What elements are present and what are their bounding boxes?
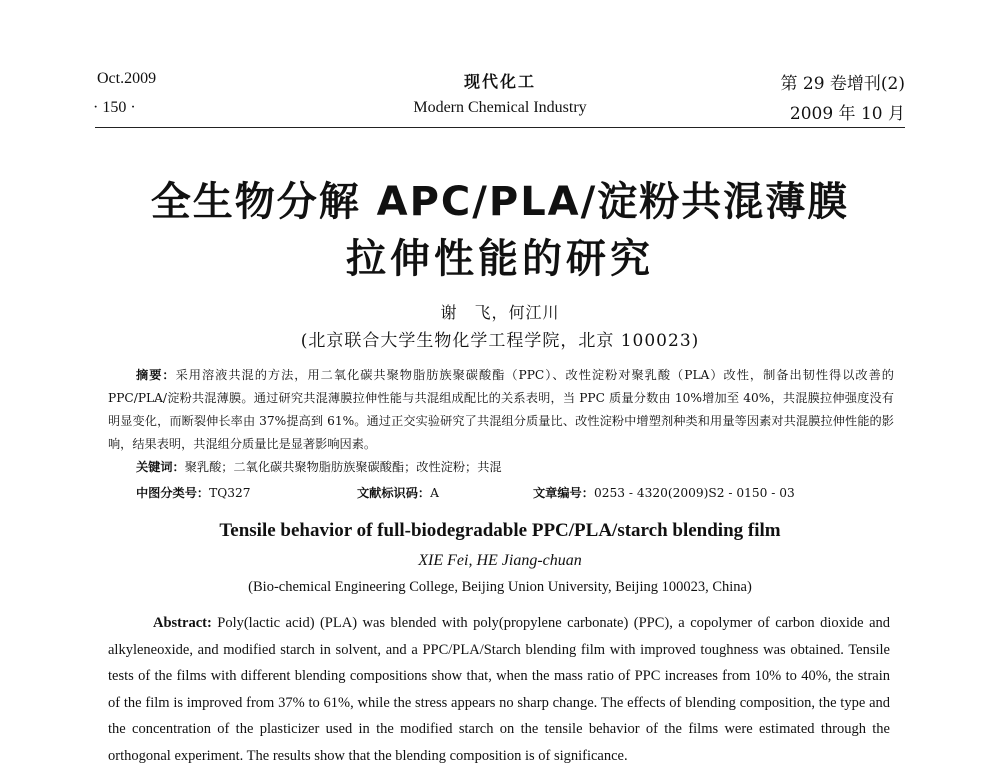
article-number-label: 文章编号： (533, 486, 594, 500)
journal-volume: 第 29 卷增刊(2) (780, 74, 905, 94)
classification-value: TQ327 (209, 486, 251, 500)
document-code-value: A (430, 486, 439, 500)
document-code-label: 文献标识码： (357, 486, 431, 500)
authors-cn: 谢 飞，何江川 (440, 303, 560, 322)
abstract-en (108, 610, 890, 769)
abstract-en-label: Abstract: (153, 615, 212, 631)
paper-title-line1: 全生物分解 APC/PLA/淀粉共混薄膜 (150, 179, 850, 225)
paper-title-line2: 拉伸性能的研究 (346, 236, 654, 282)
journal-name-en: Modern Chemical Industry (413, 99, 587, 116)
journal-name-cn: 现代化工 (463, 72, 536, 91)
affiliation-en: (Bio-chemical Engineering College, Beijing Union University, Beijing 100023, China) (248, 579, 752, 595)
keywords-label: 关键词： (136, 460, 185, 474)
journal-date-cn: 2009 年 10 月 (789, 104, 905, 124)
article-number-value: 0253 - 4320(2009)S2 - 0150 - 03 (593, 486, 795, 500)
keywords (136, 458, 502, 475)
header-rule (95, 127, 905, 128)
page-number: · 150 · (93, 99, 136, 116)
paper-title-en: Tensile behavior of full-biodegradable PPC/PLA/starch blending film (219, 520, 781, 541)
abstract-cn-text: 采用溶液共混的方法，用二氧化碳共聚物脂肪族聚碳酸酯（PPC）、改性淀粉对聚乳酸（PLA）改性，制备出韧性得以改善的 PPC/PLA/淀粉共混薄膜。通过研究共混薄膜拉伸性能与共混组成配比的关系表明，当 PPC 质量分数由 10%增加至 40%，共混膜拉伸强度没有明显变化，而断裂伸长率由 37%提高到 61%。通过正交实验研究了共混组分质量比、改性淀粉中增塑剂种类和用量等因素对共混膜拉伸性能的影响，结果表明，共混组分质量比是显著影响因素。 (108, 368, 894, 451)
document-code (357, 484, 439, 501)
journal-date: Oct.2009 (97, 70, 157, 87)
abstract-en-text: Poly(lactic acid) (PLA) was blended with poly(propylene carbonate) (PPC), a copolymer of carbon dioxide and alkyleneoxide, and modified starch in solvent, and a PPC/PLA/Starch blending film with improved toughness was obtained. Tensile tests of the films with different blending compositions show that, when the mass ratio of PPC increases from 10% to 40%, the strain of the film is improved from 37% to 61%, while the stress appears no sharp change. The effects of blending composition, the type and the concentration of the plasticizer used in the modified starch on the tensile behavior of the films were estimated through the orthogonal experiment. The results show that the blending composition is of significance. (108, 615, 891, 764)
authors-en: XIE Fei, HE Jiang-chuan (418, 552, 582, 569)
keywords-text: 聚乳酸；二氧化碳共聚物脂肪族聚碳酸酯；改性淀粉；共混 (184, 460, 502, 474)
classification-label: 中图分类号： (136, 486, 210, 500)
classification (136, 484, 251, 501)
article-number (533, 484, 795, 501)
affiliation-cn: (北京联合大学生物化学工程学院，北京 100023) (300, 331, 700, 351)
abstract-cn-label: 摘要： (136, 368, 176, 382)
abstract-cn (108, 364, 894, 456)
